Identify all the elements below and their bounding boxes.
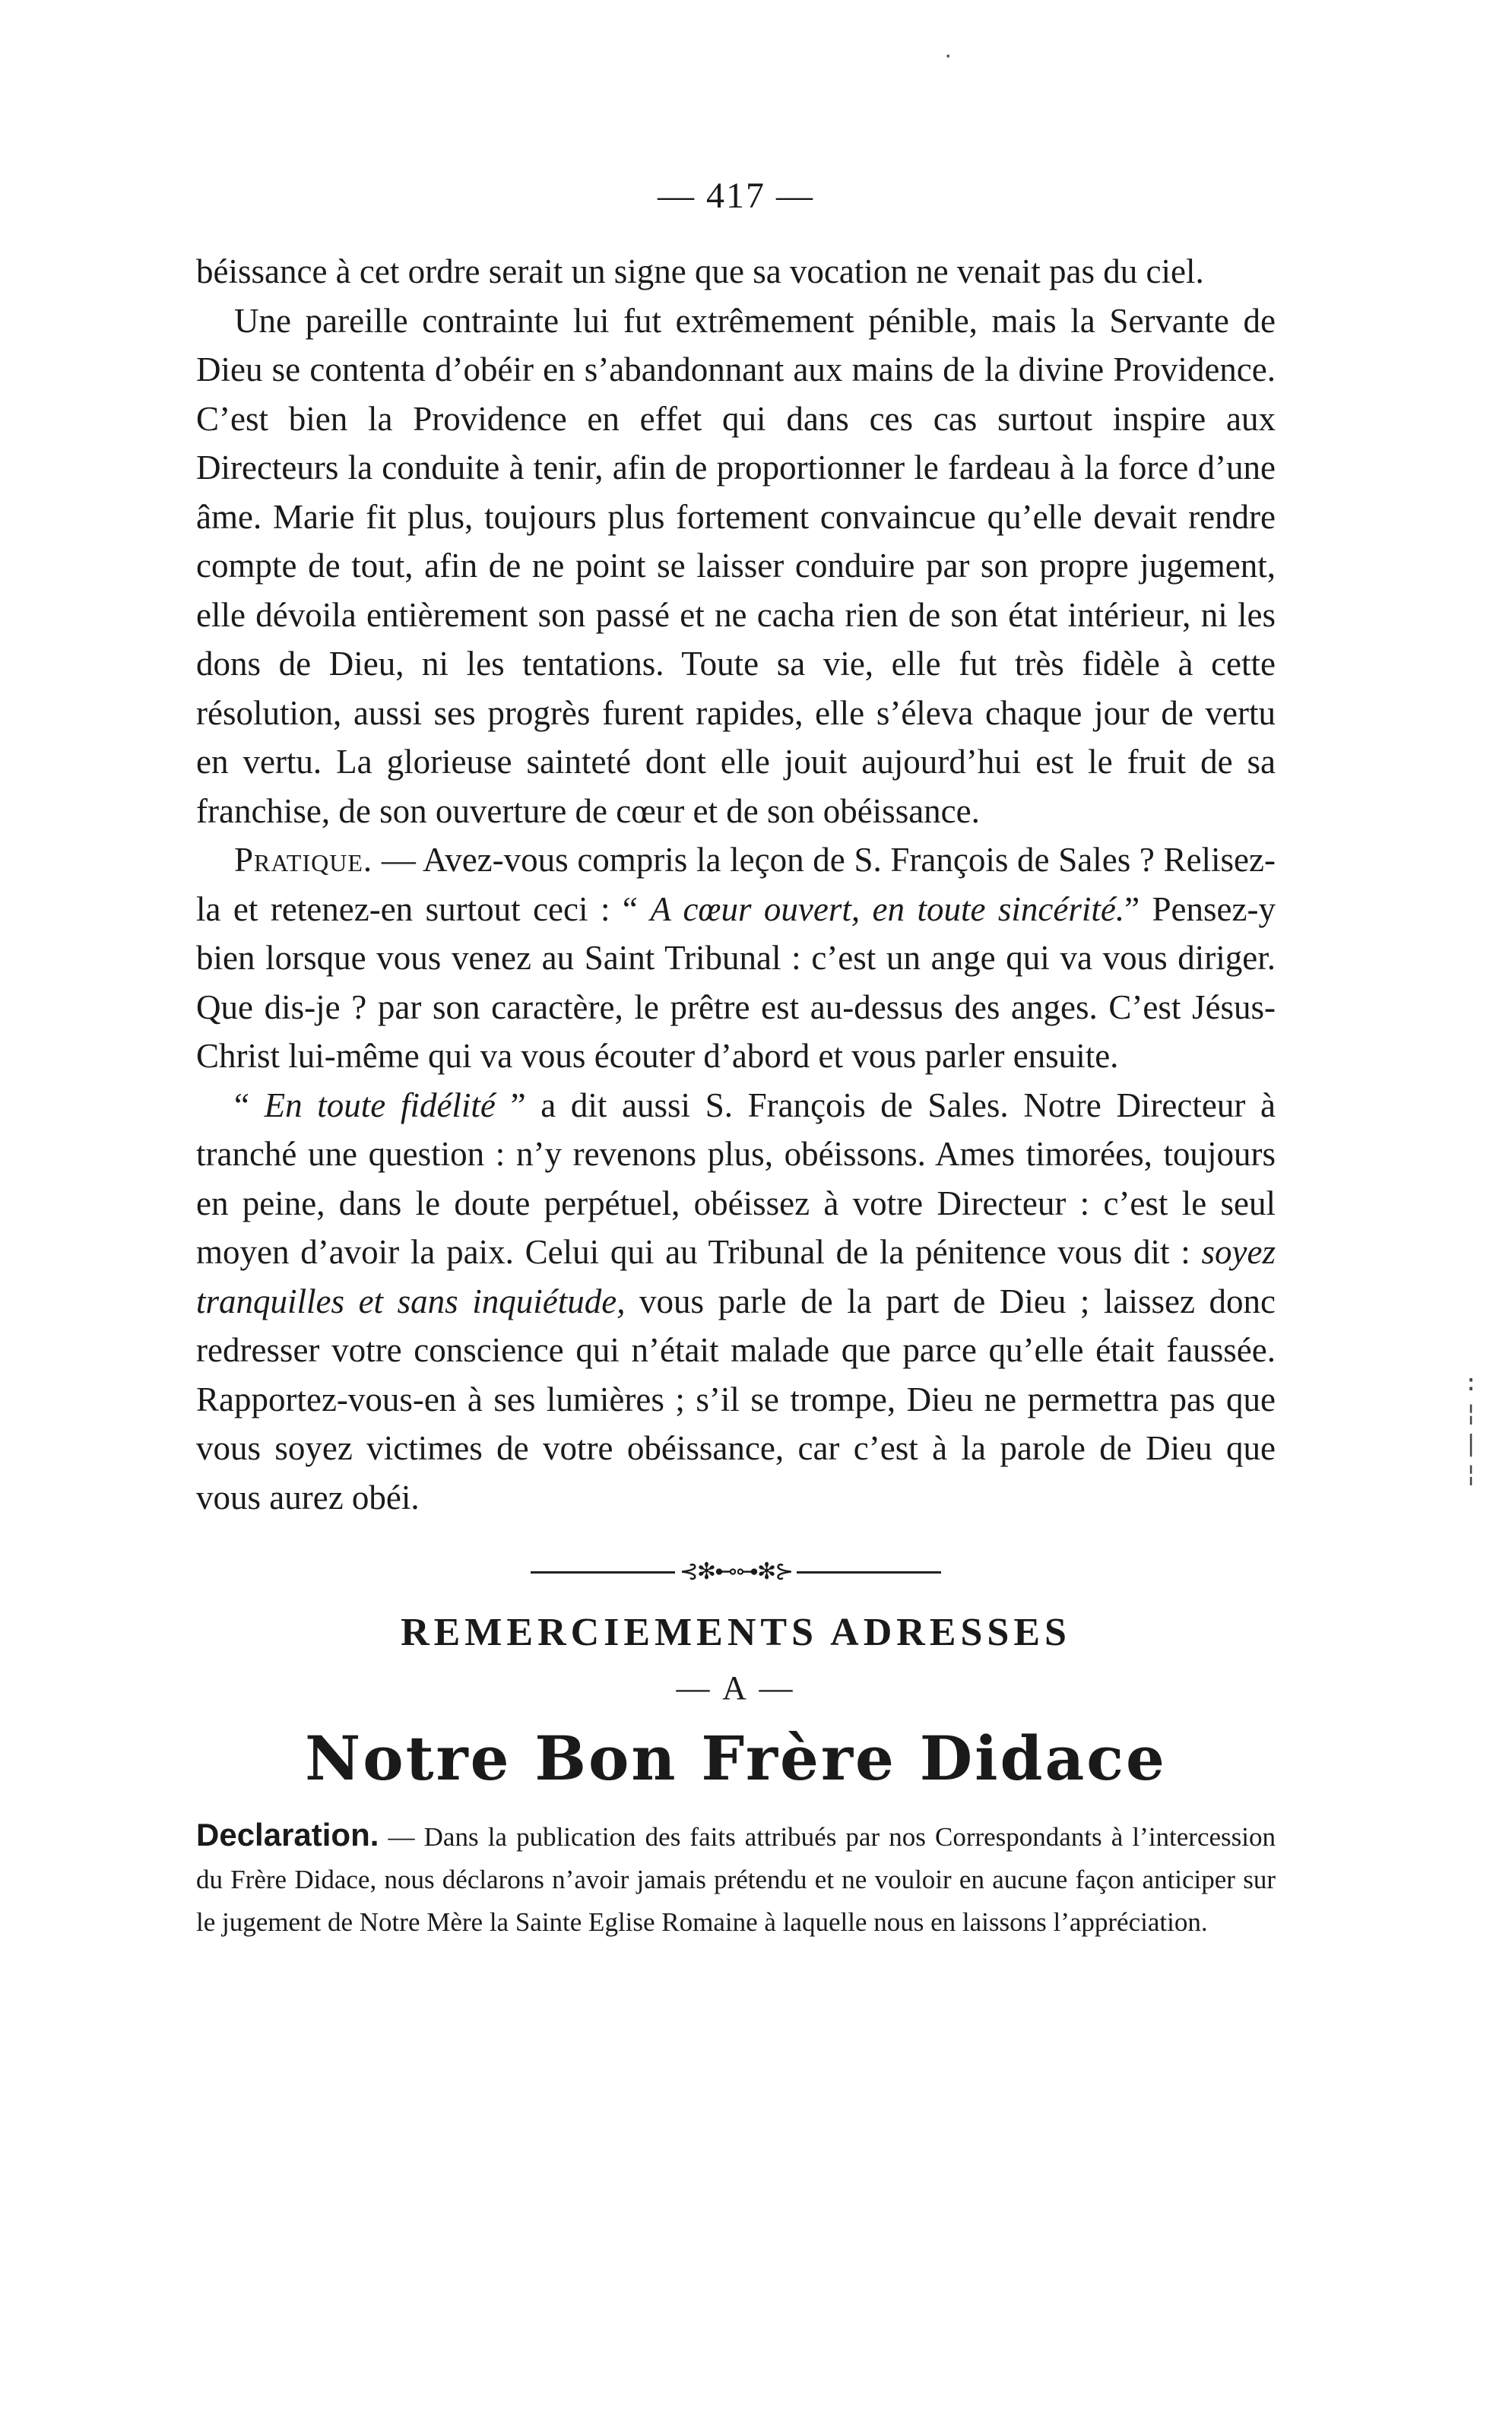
pratique-text-1: — Avez-vous compris la leçon de S. François de Sales ? Relisez-la et retenez-en surtout ceci : “ [196, 841, 1276, 928]
paragraph-fidelite [196, 1081, 1276, 1523]
section-subtitle: — A — [676, 1669, 796, 1707]
fidelite-quote-1: En toute fidélité [264, 1086, 496, 1124]
declaration-paragraph [196, 1814, 1276, 1944]
paragraph-2: Une pareille contrainte lui fut extrêmement pénible, mais la Servante de Dieu se contenta d’obéir en s’abandonnant aux mains de la divine Providence. C’est bien la Providence en effet qui dans ces cas surtout inspire aux Directeurs la conduite à tenir, afin de proportionner le fardeau à la force d’une âme. Marie fit plus, toujours plus fortement convaincue qu’elle devait rendre compte de tout, afin de ne point se laisser conduire par son propre jugement, elle dévoila entièrement son passé et ne cacha rien de son état intérieur, ni les dons de Dieu, ni les tentations. Toute sa vie, elle fut très fidèle à cette résolution, aussi ses progrès furent rapides, elle s’éleva chaque jour de vertu en vertu. La glorieuse sainteté dont elle jouit aujourd’hui est le fruit de sa franchise, de son ouverture de cœur et de son obéissance. [196, 301, 1276, 830]
ornamental-divider [196, 1559, 1276, 1584]
divider-rule-right [797, 1571, 941, 1574]
section-name: Notre Bon Frère Didace [305, 1723, 1167, 1794]
paragraph-1: béissance à cet ordre serait un signe que sa vocation ne venait pas du ciel. [196, 252, 1204, 290]
page [196, 175, 1276, 1944]
section-title: REMERCIEMENTS ADRESSES [401, 1611, 1071, 1654]
pratique-label: Pratique. [234, 841, 373, 879]
declaration-text: — Dans la publication des faits attribués par nos Correspondants à l’intercession du Frère Didace, nous déclarons n’avoir jamais prétendu et ne vouloir en aucune façon anticiper sur le jugement de Notre Mère la Sainte Eglise Romaine à laquelle nous en laissons l’appréciation. [196, 1822, 1276, 1937]
declaration-label: Declaration. [196, 1817, 379, 1853]
page-number: — 417 — [658, 176, 814, 216]
divider-rule-left [531, 1571, 675, 1574]
top-speck-mark: · [943, 46, 954, 67]
fidelite-text-1: ” a dit aussi S. François de Sales. Notre Directeur à tranché une question : n’y revenons plus, obéissons. Ames timorées, toujours en peine, dans le doute perpétuel, obéissez à votre Directeur : c’est le seul moyen d’avoir la paix. Celui qui au Tribunal de la pénitence vous dit : [196, 1086, 1276, 1271]
main-text [196, 247, 1276, 1522]
fidelite-text-2: vous parle de la part de Dieu ; laissez donc redresser votre conscience qui n’était malade que parce qu’elle était faussée. Rapportez-vous-en à ses lumières ; s’il se trompe, Dieu ne permettra pas que vous soyez victimes de votre obéissance, car c’est à la parole de Dieu que vous aurez obéi. [196, 1282, 1276, 1517]
pratique-text-2: ” Pensez-y bien lorsque vous venez au Saint Tribunal : c’est un ange qui va vous diriger. Que dis-je ? par son caractère, le prêtre est au-dessus des anges. C’est Jésus-Christ lui-même qui va vous écouter d’abord et vous parler ensuite. [196, 889, 1276, 1075]
divider-ornament-icon: ⊰✻⊷⊶✻⊱ [679, 1559, 793, 1584]
fidelite-quote-2: soyez tranquilles et sans inquiétude, [196, 1233, 1276, 1320]
fidelite-open-quote: “ [234, 1086, 265, 1124]
paragraph-pratique [196, 835, 1276, 1081]
pratique-quote: A cœur ouvert, en toute sincérité. [650, 889, 1125, 928]
margin-speck-marks: : ¦ | ¦ [1464, 1370, 1479, 1488]
